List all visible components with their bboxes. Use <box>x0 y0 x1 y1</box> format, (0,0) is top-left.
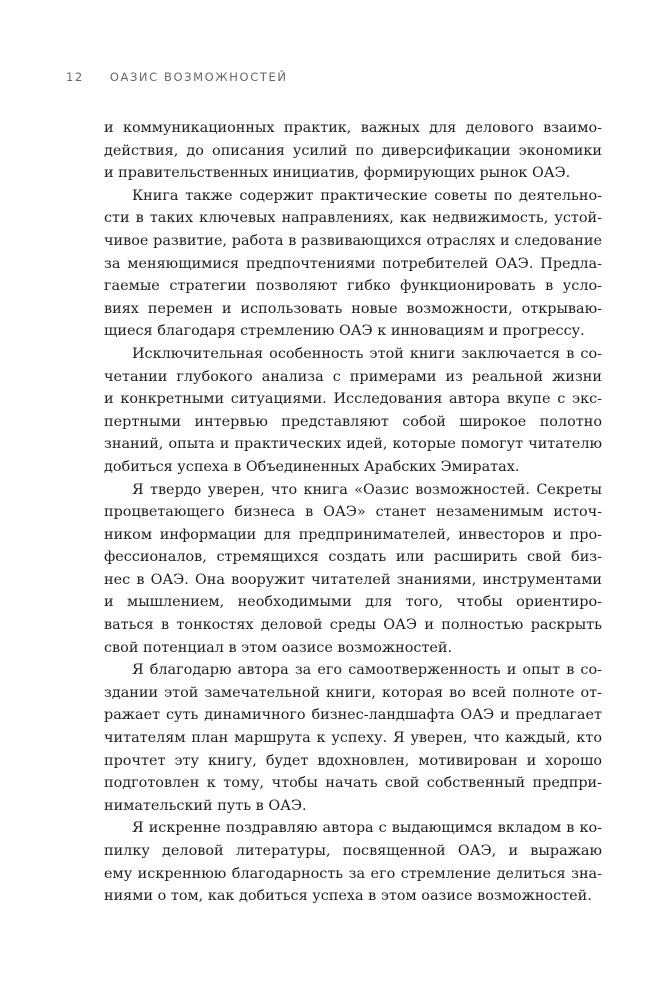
text-line: пилку деловой литературы, посвященной ОАЭ, и выражаю <box>104 843 602 859</box>
text-line: ником информации для предпринимателей, инвесторов и про- <box>104 526 602 543</box>
running-header <box>66 70 288 84</box>
text-line: ражает суть динамичного бизнес-ландшафта ОАЭ и предлагает <box>104 707 602 724</box>
text-line: свой потенциал в этом оазисе возможностей. <box>104 639 453 656</box>
text-line: нимательский путь в ОАЭ. <box>104 797 307 814</box>
paragraph <box>104 659 602 817</box>
text-line: пертными интервью представляют собой широкое полотно <box>104 413 602 430</box>
text-line: виях перемен и использовать новые возможности, открываю- <box>104 300 602 317</box>
page-number: 12 <box>66 70 84 84</box>
text-line: добиться успеха в Объединенных Арабских Эмиратах. <box>104 458 520 475</box>
text-line: чивое развитие, работа в развивающихся отраслях и следование <box>104 232 602 249</box>
text-line: щиеся благодаря стремлению ОАЭ к инновациям и прогрессу. <box>104 323 585 340</box>
text-line: знаний, опыта и практических идей, которые помогут читателю <box>104 436 602 453</box>
text-line: четании глубокого анализа с примерами из реальной жизни <box>104 368 602 385</box>
text-line: за меняющимися предпочтениями потребителей ОАЭ. Предла- <box>104 255 602 272</box>
running-title: ОАЗИС ВОЗМОЖНОСТЕЙ <box>109 70 288 84</box>
text-line: и правительственных инициатив, формирующих рынок ОАЭ. <box>104 165 571 182</box>
text-line: фессионалов, стремящихся создать или расширить свой биз- <box>104 549 602 566</box>
paragraph <box>104 479 602 660</box>
text-line: подготовлен к тому, чтобы начать свой собственный предпри- <box>104 775 602 792</box>
text-line: действия, до описания усилий по диверсификации экономики <box>104 142 602 159</box>
text-line: Я благодарю автора за его самоотверженность и опыт в со- <box>132 662 602 679</box>
text-line: гаемые стратегии позволяют гибко функционировать в усло- <box>104 278 602 295</box>
paragraph <box>104 185 602 343</box>
text-line: ниями о том, как добиться успеха в этом оазисе возможностей. <box>104 888 592 905</box>
text-line: читателям план маршрута к успеху. Я уверен, что каждый, кто <box>104 730 602 747</box>
text-line: Исключительная особенность этой книги заключается в со- <box>132 345 602 362</box>
text-line: процветающего бизнеса в ОАЭ» станет незаменимым источ- <box>104 504 602 521</box>
text-line: ваться в тонкостях деловой среды ОАЭ и полностью раскрыть <box>104 617 602 634</box>
text-line: здании этой замечательной книги, которая во всей полноте от- <box>104 684 602 701</box>
paragraph <box>104 817 602 907</box>
text-line: и мышлением, необходимыми для того, чтобы ориентиро- <box>104 594 602 611</box>
text-line: нес в ОАЭ. Она вооружит читателей знаниями, инструментами <box>104 571 602 588</box>
text-line: прочтет эту книгу, будет вдохновлен, мотивирован и хорошо <box>104 752 602 769</box>
paragraph <box>104 343 602 479</box>
text-line: Я твердо уверен, что книга «Оазис возможностей. Секреты <box>132 481 602 498</box>
body-text <box>104 117 602 908</box>
text-line: сти в таких ключевых направлениях, как недвижимость, устой- <box>104 210 602 227</box>
text-line: и коммуникационных практик, важных для делового взаимо- <box>104 120 602 136</box>
text-line: и конкретными ситуациями. Исследования автора вкупе с экс- <box>104 391 602 408</box>
text-line: Я искренне поздравляю автора с выдающимся вкладом в ко- <box>132 820 602 837</box>
text-line: Книга также содержит практические советы по деятельно- <box>132 187 602 204</box>
paragraph <box>104 117 602 185</box>
text-line: ему искреннюю благодарность за его стремление делиться зна- <box>104 865 602 882</box>
